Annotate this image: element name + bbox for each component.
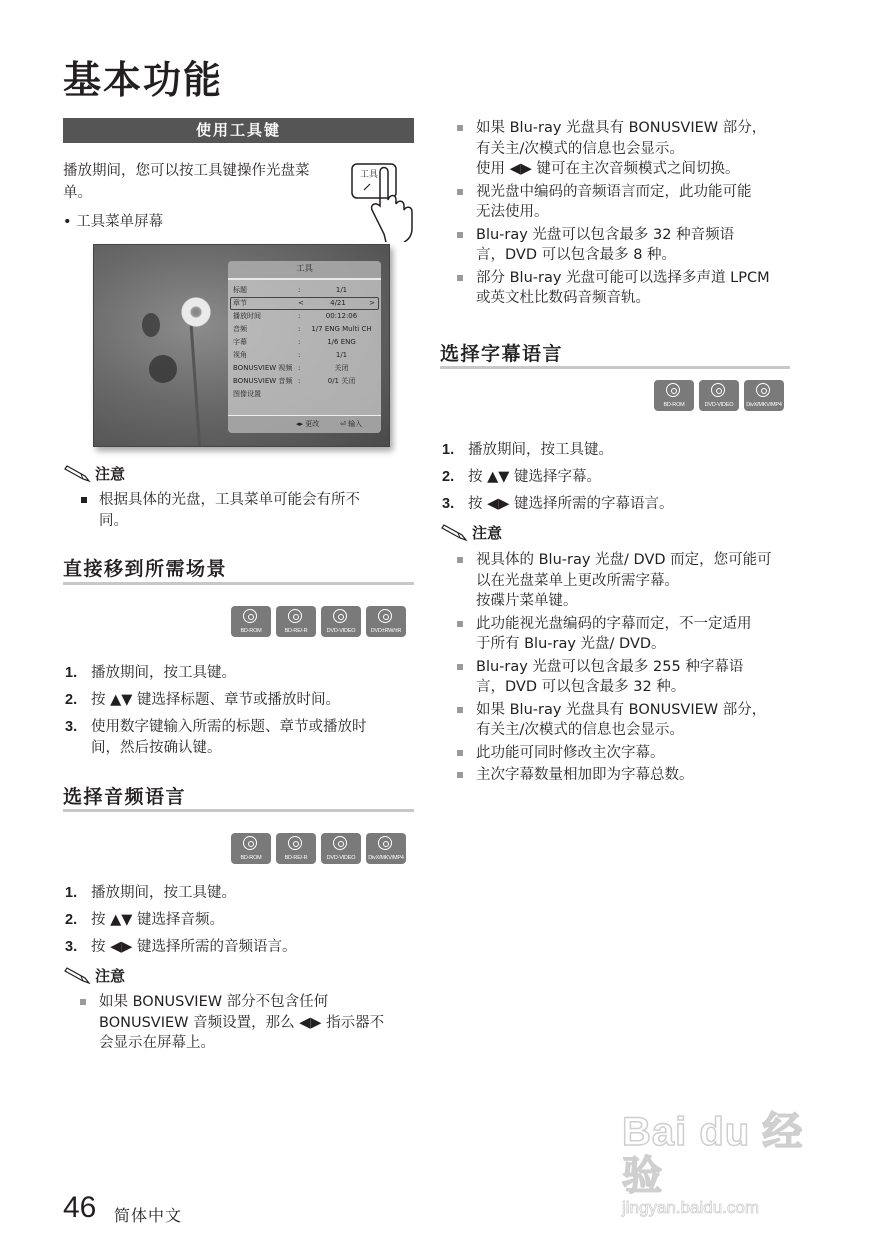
note-item: 部分 Blu-ray 光盘可能可以选择多声道 LPCM 或英文杜比数码音频音轨。 [440, 268, 810, 309]
subtitle-steps [440, 440, 800, 521]
badge-bd-rom: BD-ROM [231, 833, 271, 864]
note-item: 如果 Blu-ray 光盘具有 BONUSVIEW 部分， 有关主/次模式的信息也会显示。 使用 ◀▶ 键可在主次音频模式之间切换。 [440, 118, 810, 180]
note-item: 视具体的 Blu-ray 光盘/ DVD 而定，您可能可 以在光盘菜单上更改所需字幕。 按碟片菜单键。 [440, 550, 810, 612]
osd-row-picture-setting: 图像设置 [233, 390, 261, 398]
step-item: 1. 播放期间，按工具键。 [65, 665, 236, 681]
note-item: 此功能可同时修改主次字幕。 [440, 743, 810, 764]
disc-icon [711, 383, 725, 397]
square-bullet-icon [457, 621, 463, 627]
step-item: 3. 使用数字键输入所需的标题、章节或播放时 间，然后按确认键。 [65, 719, 367, 756]
section-band-tools-key: 使用工具键 [63, 118, 414, 143]
tools-osd-menu [228, 261, 381, 433]
disc-icon [243, 836, 257, 850]
disc-icon [378, 609, 392, 623]
step-item: 2. 按 ▲▼ 键选择音频。 [65, 912, 225, 928]
step-item: 2. 按 ▲▼ 键选择标题、章节或播放时间。 [65, 692, 341, 708]
disc-icon [288, 836, 302, 850]
badge-dvd-video: DVD-VIDEO [699, 380, 739, 411]
note-item: Blu-ray 光盘可以包含最多 255 种字幕语 言，DVD 可以包含最多 32 种。 [440, 657, 810, 698]
watermark-url: jingyan.baidu.com [622, 1198, 760, 1217]
baidu-jingyan-watermark [622, 1110, 832, 1218]
chevron-right-icon: > [369, 299, 375, 307]
tools-menu-screenshot [93, 244, 390, 447]
square-bullet-icon [80, 999, 86, 1005]
osd-menu-footer [228, 415, 381, 433]
osd-row-playback-time: 播放时间 : 00:12:06 [233, 312, 358, 320]
bullet-dot: • [63, 214, 77, 230]
note-item: Blu-ray 光盘可以包含最多 32 种音频语 言，DVD 可以包含最多 8 种。 [440, 225, 810, 266]
pencil-note-icon [440, 524, 468, 542]
square-bullet-icon [457, 750, 463, 756]
dark-flower [149, 355, 177, 383]
film-reel-icon [378, 836, 392, 850]
page-title: 基本功能 [63, 58, 224, 102]
pencil-note-icon [63, 967, 91, 985]
square-bullet-icon [457, 189, 463, 195]
disc-icon [288, 609, 302, 623]
section-heading-subtitle-language: 选择字幕语言 [440, 343, 564, 365]
osd-row-bonusview-audio: BONUSVIEW 音频 : 0/1 关闭 [233, 377, 356, 385]
note-item: 此功能视光盘编码的字幕而定，不一定适用 于所有 Blu-ray 光盘/ DVD。 [440, 614, 810, 655]
badge-bd-rom: BD-ROM [231, 606, 271, 637]
flower-image [179, 295, 213, 329]
intro-line: 播放期间，您可以按工具键操作光盘菜 [63, 163, 310, 179]
section-rule [63, 582, 414, 585]
osd-row-subtitle: 字幕 : 1/6 ENG [233, 338, 356, 346]
badge-divx-mkv-mp4: DivX/MKV/MP4 [744, 380, 784, 411]
footer-language: 简体中文 [114, 1206, 183, 1225]
osd-row-chapter-selected: 章节 < 4/21 > [230, 297, 379, 310]
osd-row-audio: 音频 : 1/7 ENG Multi CH [233, 325, 372, 333]
osd-row-angle: 视角 : 1/1 [233, 351, 348, 359]
badge-bd-re-r: BD-RE/-R [276, 606, 316, 637]
subtitle-notes-list [440, 550, 810, 788]
note-heading-audio: 注意 [63, 965, 125, 986]
tools-button-hand-illustration [350, 160, 420, 246]
note-item: 如果 BONUSVIEW 部分不包含任何 BONUSVIEW 音频设置，那么 ◀▶ 指示器不 会显示在屏幕上。 [63, 992, 423, 1054]
section-heading-audio-language: 选择音频语言 [63, 786, 187, 808]
film-reel-icon [756, 383, 770, 397]
square-bullet-icon [457, 707, 463, 713]
step-item: 3. 按 ◀▶ 键选择所需的字幕语言。 [442, 496, 674, 512]
pencil-note-icon [63, 465, 91, 483]
flower-bud [142, 313, 160, 337]
section-rule [440, 366, 790, 369]
audio-notes-continued [440, 118, 810, 311]
badge-bd-rom: BD-ROM [654, 380, 694, 411]
hand-press-icon [350, 160, 420, 242]
note-heading-subtitle: 注意 [440, 522, 502, 543]
osd-row-title: 标题 : 1/1 [233, 286, 348, 294]
audio-steps [63, 883, 418, 964]
chevron-left-icon: < [298, 299, 304, 307]
square-bullet-icon [457, 772, 463, 778]
step-item: 1. 播放期间，按工具键。 [65, 885, 236, 901]
note-item: 根据具体的光盘，工具菜单可能会有所不 同。 [51, 490, 411, 531]
tools-notes-list [51, 490, 411, 533]
flower-stem [190, 325, 202, 447]
step-item: 1. 播放期间，按工具键。 [442, 442, 613, 458]
square-bullet-icon [457, 664, 463, 670]
audio-notes-list [63, 992, 423, 1056]
disc-icon [333, 836, 347, 850]
section-rule [63, 809, 414, 812]
disc-icon [666, 383, 680, 397]
badge-dvd-video: DVD-VIDEO [321, 833, 361, 864]
osd-enter-hint: ⏎ 输入 [340, 420, 363, 428]
note-item: 视光盘中编码的音频语言而定，此功能可能 无法使用。 [440, 182, 810, 223]
disc-icon [243, 609, 257, 623]
page-number: 46 [63, 1191, 97, 1224]
badge-bd-re-r: BD-RE/-R [276, 833, 316, 864]
section-heading-jump-scene: 直接移到所需场景 [63, 558, 228, 580]
tools-menu-screen-bullet [63, 211, 163, 233]
intro-line: 单。 [63, 185, 92, 201]
tools-intro [63, 160, 353, 204]
disc-badges-subtitle [654, 380, 784, 411]
badge-divx-mkv-mp4: DivX/MKV/MP4 [366, 833, 406, 864]
disc-badges-scene [231, 606, 406, 637]
square-bullet-icon [457, 557, 463, 563]
square-bullet-icon [457, 232, 463, 238]
svg-text:工具: 工具 [360, 170, 379, 180]
disc-badges-audio [231, 833, 406, 864]
note-heading-tools: 注意 [63, 463, 125, 484]
scene-steps [63, 663, 418, 765]
square-bullet-icon [457, 125, 463, 131]
note-item: 如果 Blu-ray 光盘具有 BONUSVIEW 部分， 有关主/次模式的信息也会显示。 [440, 700, 810, 741]
osd-row-bonusview-video: BONUSVIEW 视频 : 关闭 [233, 364, 349, 372]
bullet-text: 工具菜单屏幕 [76, 214, 164, 230]
square-bullet-icon [81, 497, 87, 503]
step-item: 2. 按 ▲▼ 键选择字幕。 [442, 469, 602, 485]
note-item: 主次字幕数量相加即为字幕总数。 [440, 765, 810, 786]
badge-dvd-video: DVD-VIDEO [321, 606, 361, 637]
disc-icon [333, 609, 347, 623]
square-bullet-icon [457, 275, 463, 281]
step-item: 3. 按 ◀▶ 键选择所需的音频语言。 [65, 939, 297, 955]
badge-dvd-rw-r: DVD±RW/±R [366, 606, 406, 637]
osd-change-hint: ◂▸ 更改 [296, 420, 320, 428]
watermark-brand: Bai du 经验 [622, 1110, 804, 1198]
osd-menu-title: 工具 [228, 261, 381, 280]
